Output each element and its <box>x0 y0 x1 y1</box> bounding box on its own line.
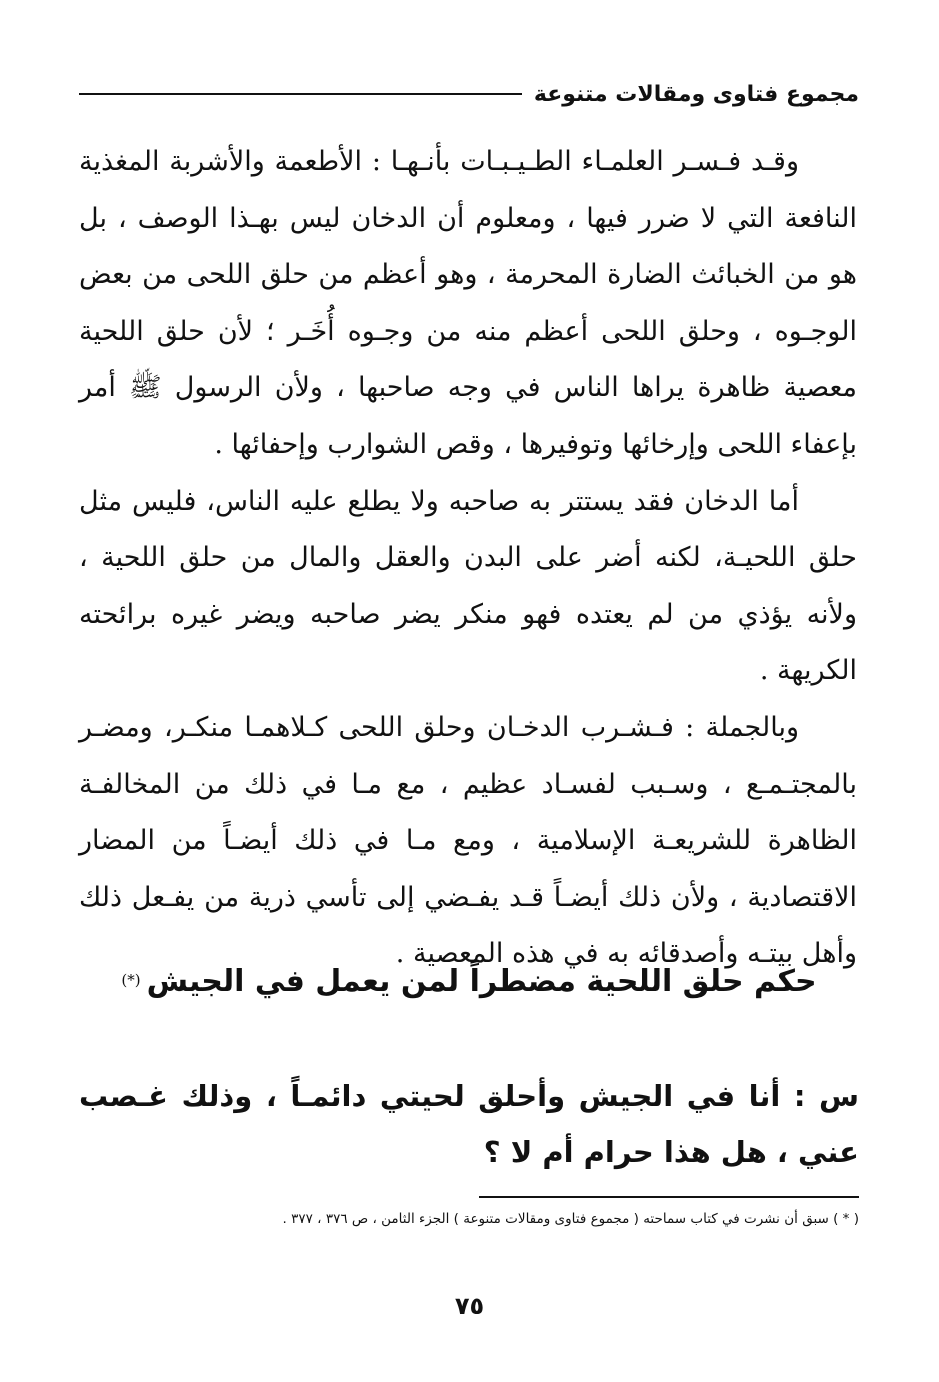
running-header <box>79 72 859 116</box>
body-text <box>79 134 857 983</box>
section-heading: حكم حلق اللحية مضطراً لمن يعمل في الجيش <box>146 964 817 999</box>
running-title: مجموع فتاوى ومقالات متنوعة <box>533 81 859 107</box>
question-text: س : أنا في الجيش وأحلق لحيتي دائمـاً ، وذلك غـصب عني ، هل هذا حرام أم لا ؟ <box>79 1079 859 1169</box>
footnote: ( * ) سبق أن نشرت في كتاب سماحته ( مجموع فتاوى ومقالات متنوعة ) الجزء الثامن ، ص ٣٧٦ ، ٣٧٧ . <box>282 1211 859 1227</box>
page-number: ٧٥ <box>454 1292 485 1320</box>
footnote-marker: (*) <box>121 970 141 989</box>
paragraph-1: وقـد فـسـر العلمـاء الطـيـبـات بأنـهـا : الأطعمة والأشربة المغذية النافعة التي لا ضرر فيها ، ومعلوم أن الدخان ليس بهـذا الوصف ، بل هو من الخبائث الضارة المحرمة ، وهو أعظم من حلق اللحى من بعض الوجـوه ، وحلق اللحى أعظم منه من وجـوه أُخَـر ؛ لأن حلق اللحية معصية ظاهرة يراها الناس في وجه صاحبها ، ولأن الرسول ﷺ أمر بإعفاء اللحى وإرخائها وتوفيرها ، وقص الشوارب وإحفائها . <box>79 146 857 460</box>
paragraph-2: أما الدخان فقد يستتر به صاحبه ولا يطلع عليه الناس، فليس مثل حلق اللحيـة، لكنه أضر على البدن والعقل والمال من حلق اللحية ، ولأنه يؤذي من لم يعتده فهو منكر يضر صاحبه ويضر غيره برائحته الكريهة . <box>79 485 857 687</box>
footnote-rule <box>479 1196 859 1198</box>
section-heading-block <box>79 950 859 1014</box>
header-rule <box>79 93 522 95</box>
paragraph-3: وبالجملة : فـشـرب الدخـان وحلق اللحى كـلاهمـا منكـر، ومضـر بالمجتـمـع ، وسـبب لفسـاد عظيم ، مع مـا في ذلك من المخالفـة الظاهرة للشريعـة الإسلامية ، ومع مـا في ذلك أيضـاً من المضار الاقتصادية ، ولأن ذلك أيضـاً قـد يفـضي إلى تأسي ذرية من يفـعل ذلك وأهل بيتـه وأصدقائه به في هذه المعصية . <box>79 711 857 970</box>
